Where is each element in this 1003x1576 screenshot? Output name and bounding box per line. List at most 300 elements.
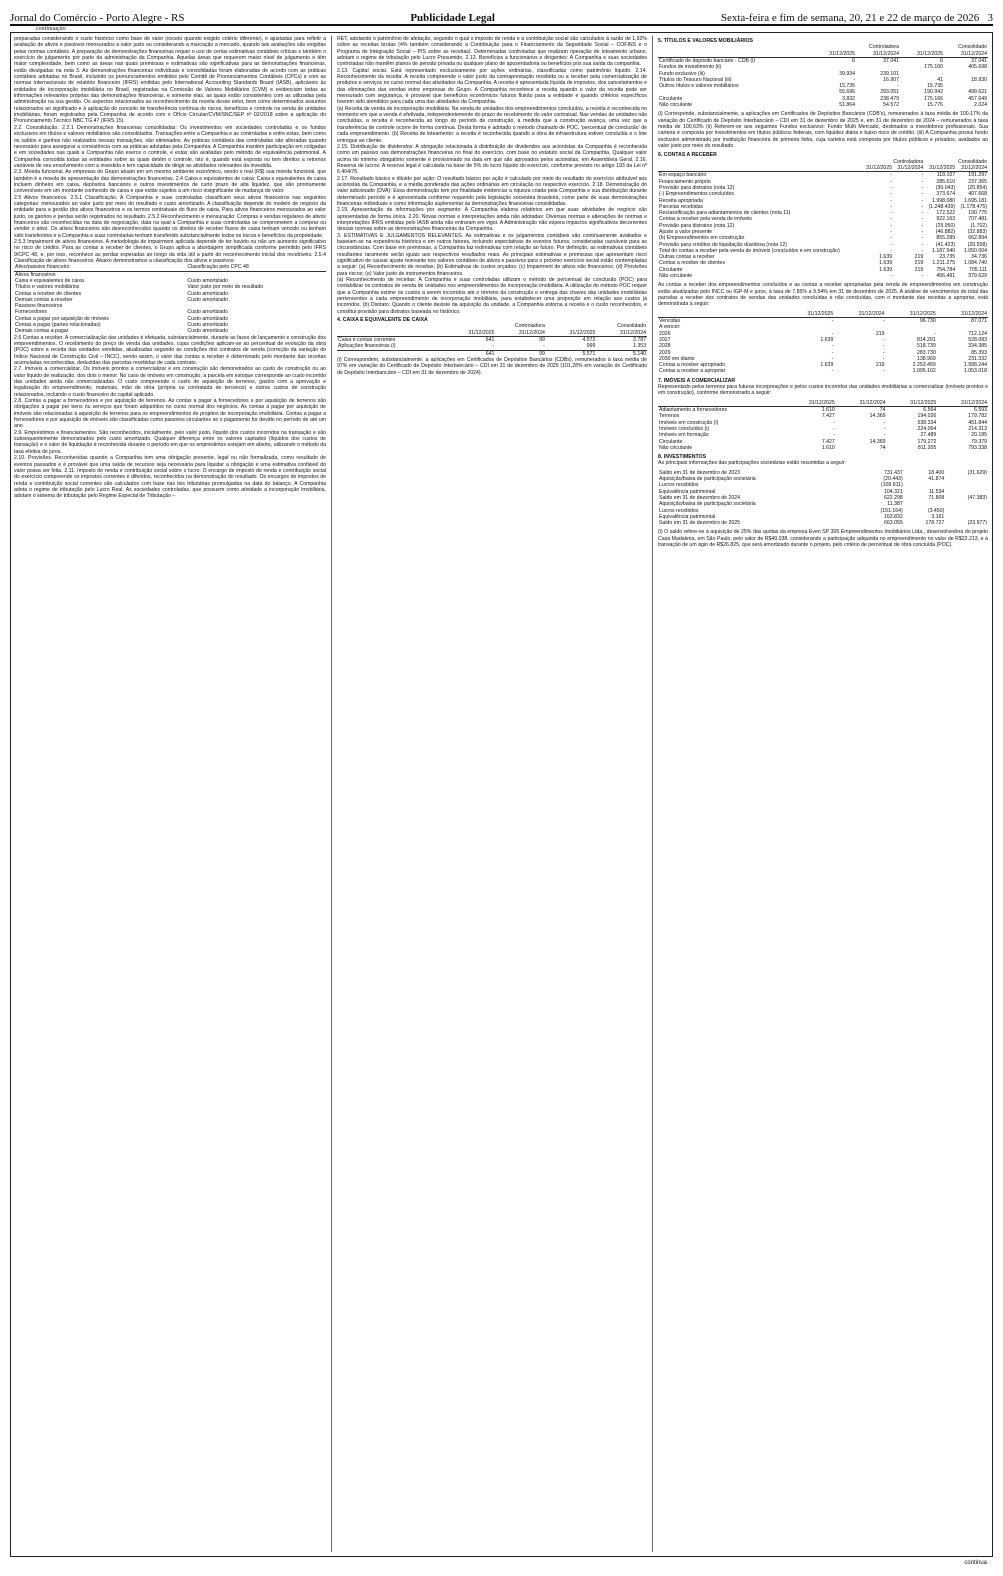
- column-header: 31/12/2025: [812, 51, 856, 58]
- cell: 999: [586, 343, 596, 350]
- issue-date: [721, 12, 993, 24]
- cell: 1.211.275: [932, 260, 956, 267]
- column-header: 31/12/2024: [836, 400, 887, 407]
- cell: 231.332: [968, 355, 987, 362]
- paragraph: 2.7. Imóveis a comercializar. Os imóveis prontos a comercializar e em construção são demonstrados ao custo de construção ou ao valor líquido de realização, dos dois o menor. No caso de imóveis em construção, a parcela em estoque corresponde ao custo incorrido das unidades ainda não comercializadas. O custo compreende o custo de aquisição de terrenos, gastos com a aprovação e legalização do empreendimento, materiais, mão de obra (própria ou contratada de terceiros) e outros custos de construção relacionados, incluindo o custo financeiro do capital aplicado.: [14, 366, 326, 398]
- table-row: [658, 520, 988, 526]
- cell: Circulante: [659, 95, 683, 102]
- cell: -: [882, 349, 885, 356]
- cell: Financiamento próprio: [659, 178, 711, 185]
- cell: Provisão para distratos (nota 12): [659, 222, 735, 229]
- cell: 99: [539, 337, 545, 344]
- cell: Receita apropriada: [659, 197, 703, 204]
- cell: 518.739: [916, 343, 936, 350]
- paragraph: (i) Corresponde, substancialmente, a aplicações em Certificados de Depósitos Bancários (CDB's), remunerados à taxa média de 100,17% da variação do Certificado de Depósito Interbancário – CDI em 31 de dezembro de 2025 e, em 31 de dezembro de 2024 – remunerados à taxa média de 100,63% (ii) Referem-se aos seguintes Fundos exclusivos: Fundo Multi Mercado, destinados a investidores profissionais. Sua carteira é composta por investimentos em títulos públicos federais, com liquidez diária e baixo risco de crédito. (iii) A Companhia possui fundo exclusivo administrado por instituição financeira de primeira linha, cuja carteira está composta por títulos públicos e privados, avaliados ao valor justo por meio do resultado.: [658, 111, 988, 150]
- paragraph: 3. ESTIMATIVAS E JULGAMENTOS RELEVANTES. As estimativas e os julgamentos contábeis são continuamente avaliados e baseiam-se na experiência histórica e em outros fatores, incluindo expectativas de eventos futuros, consideradas razoáveis para as circunstâncias. Com base em premissas, a Companhia faz estimativas com relação ao futuro. Por definição, as estimativas contábeis resultantes raramente serão iguais aos respectivos resultados reais. As principais estimativas e premissas que apresentam risco significativo de causar ajuste relevante nos valores contábeis de ativos e passivos para o próximo exercício social estão contempladas a seguir: (a) Reconhecimento de receitas; (b) Estimativas de custos orçados; (c) Impairment de ativos não financeiros; (d) Provisões para riscos; (e) Valor justo de instrumentos financeiros.: [337, 232, 647, 277]
- cell: 85.393: [971, 349, 987, 356]
- cell: 1.639: [820, 336, 834, 343]
- cell: -: [882, 343, 885, 350]
- cell: (1.178.475): [960, 203, 987, 210]
- cell: 219: [914, 254, 924, 261]
- cell: 37.041: [971, 57, 987, 64]
- cell: Contas a receber pela venda de imóveis: [659, 216, 752, 223]
- cell: Caixa e contas correntes: [338, 337, 396, 344]
- cell: (151.164): [880, 507, 903, 514]
- table-row: [658, 172, 988, 179]
- cell: 219: [875, 330, 885, 337]
- cell: 11.534: [928, 488, 945, 495]
- cell: [337, 350, 445, 357]
- page-number: 3: [987, 12, 993, 24]
- column-header: 31/12/2025: [785, 400, 836, 407]
- cell: 54.572: [883, 102, 900, 109]
- cell: (b) Empreendimentos em construção: [659, 235, 745, 242]
- cell: (29.950): [935, 222, 956, 229]
- cell: 163.832: [883, 513, 903, 520]
- cell: 4.572: [582, 337, 596, 344]
- cell: -: [921, 197, 924, 204]
- cell: -: [921, 241, 924, 248]
- cell: -: [921, 247, 924, 254]
- section-heading: 6. CONTAS A RECEBER: [658, 152, 717, 159]
- cell: Vencidas: [659, 318, 681, 325]
- cell: 1.998.080: [932, 197, 956, 204]
- cell: 2029: [659, 349, 671, 356]
- cell: (108.811): [880, 482, 903, 489]
- cell: Contas a receber a apropriar: [659, 368, 726, 375]
- cell: Passivos financeiros: [15, 303, 63, 310]
- cell: Ativos financeiros: [15, 271, 56, 278]
- cell: 5.571: [546, 350, 597, 357]
- cell: (1.248.439): [928, 203, 956, 210]
- cell: 456.491: [936, 273, 956, 280]
- cell: -: [921, 235, 924, 242]
- cell: 18.400: [928, 469, 945, 476]
- cell: Total do contas a receber pela venda de imóveis (concluídos e em construção): [659, 247, 840, 254]
- cell: -: [890, 210, 893, 217]
- column-header: 31/12/2024: [937, 400, 988, 407]
- cell: Provisão para distratos (nota 12): [659, 184, 735, 191]
- cell: 175.166: [924, 95, 943, 102]
- cell: -: [833, 432, 835, 439]
- cell: Outros títulos e valores mobiliários: [659, 83, 739, 90]
- cell: 55.696: [839, 89, 856, 96]
- column-1: [14, 36, 326, 1552]
- paragraph: 2.5 Ativos financeiros. 2.5.1 Classificação. A Companhia e suas controladas classificam seus ativos financeiros nas seguintes categorias: mensurados ao valor justo por meio do resultado e custo amortizado. A classificação depende do modelo de negócio da entidade para a gestão dos ativos financeiros e os termos contratuais do fluxo de caixa. Para ativos financeiros mensurados ao valor justo, os ganhos e perdas serão registrados no resultado. 2.5.2 Reconhecimento e mensuração: Compras e vendas regulares de ativos financeiros são reconhecidas na data de negociação, data na qual a Companhia e suas controladas se comprometem a comprar ou vender o ativo. Os ativos financeiros são desreconhecidos quando os direitos de receber fluxos de caixa tenham vencido ou tenham sido transferidos e a Companhia e suas controladas tenham transferido substancialmente todos os riscos e benefícios da propriedade.: [14, 194, 326, 239]
- paragraph: 2.6 Contas a receber. A comercialização das unidades é efetuada, substancialmente, durante as fases de lançamento e construção dos empreendimentos. O recebimento do preço de venda das unidades, cujas condições aplicam-se ao percentual de evolução da obra (POC) sobre a receita das unidades vendidas, atualizadas segundo as condições dos contratos de venda (correção da variação do Índice Nacional de Construção Civil – INCC), sendo assim, o valor das contas a receber é determinado pelo montante das receitas acumuladas reconhecidas, deduzidas das parcelas recebidas de cada contrato.: [14, 334, 326, 367]
- cell: 293.051: [880, 89, 900, 96]
- maturity-table: [658, 311, 988, 375]
- group-header: Controladora: [514, 323, 545, 330]
- cell: Demais contas a pagar: [15, 328, 69, 335]
- cell: 1.639: [879, 266, 893, 273]
- cell: Saldo em 31 de dezembro de 2025: [659, 520, 741, 527]
- inventory-table: [658, 400, 988, 451]
- cell: 99: [495, 350, 546, 357]
- cell: Custo amortizado: [187, 315, 229, 322]
- section-heading: 8. INVESTIMENTOS: [658, 454, 707, 461]
- cell: 754.784: [936, 266, 956, 273]
- cell: -: [921, 184, 924, 191]
- cell: (-) Empreendimentos concluídos: [659, 191, 734, 198]
- cell: 3.832: [842, 95, 856, 102]
- cell: 219: [914, 260, 924, 267]
- cell: 14.369: [869, 438, 886, 445]
- cell: 1.695.181: [963, 197, 987, 204]
- cell: Fundos de investimento (ii): [659, 64, 722, 71]
- cell: 3.161: [931, 513, 945, 520]
- cell: 2026: [659, 330, 671, 337]
- cell: -: [890, 197, 893, 204]
- cell: -: [890, 235, 893, 242]
- cell: (32.883): [967, 228, 987, 235]
- cell: Provisão para créditos de liquidação duvidosa (nota 12): [659, 241, 788, 248]
- cell: Adiantamento a fornecedores: [659, 407, 728, 414]
- column-header: 31/12/2024: [596, 330, 647, 337]
- cell: 194.026: [917, 413, 937, 420]
- cell: -: [833, 419, 835, 426]
- cell: -: [831, 330, 834, 337]
- cell: 138.969: [916, 355, 936, 362]
- cell: Fornecedores: [15, 309, 48, 316]
- table-body: [658, 57, 988, 108]
- cell: -: [831, 368, 834, 375]
- cell: -: [921, 172, 924, 179]
- cell: 793.338: [968, 444, 987, 451]
- cell: 39.934: [839, 70, 856, 77]
- cell: 2030 em diante: [659, 355, 695, 362]
- cell: 7.427: [821, 438, 835, 445]
- cell: -: [921, 210, 924, 217]
- cell: 237.365: [968, 178, 987, 185]
- continuation-tag: continuação: [36, 26, 66, 32]
- cell: 239.101: [880, 70, 900, 77]
- cell: Saldo em 31 de dezembro de 2023: [659, 469, 741, 476]
- cell: Terrenos: [659, 413, 680, 420]
- cell: 14.369: [869, 413, 886, 420]
- cell: -: [890, 203, 893, 210]
- cell: 622.298: [883, 494, 903, 501]
- cell: 79.379: [971, 438, 987, 445]
- table-header: Ativo/passivo financeiro: [14, 264, 186, 271]
- cell: 41: [937, 76, 943, 83]
- cell: 707.481: [968, 216, 987, 223]
- cell: 2.024: [974, 102, 987, 109]
- cell: 87.071: [971, 318, 987, 325]
- receivables-table: [658, 159, 988, 280]
- cell: -: [882, 336, 885, 343]
- cell: 15.735: [839, 83, 856, 90]
- cell: 1.353: [633, 343, 646, 350]
- cell: 191.297: [968, 172, 987, 179]
- cell: Custo amortizado: [187, 277, 229, 284]
- cell: 15.735: [927, 83, 943, 90]
- cell: Imóveis em construção (i): [659, 419, 719, 426]
- column-header: 31/12/2025: [546, 330, 597, 337]
- table-row: [658, 57, 988, 64]
- paragraph: 2.10. Provisões. Reconhecidas quando a Companhia tem uma obrigação presente, legal ou não formalizada, como resultado de eventos passados e é provável que uma saída de recursos seja necessária para liquidar a obrigação e uma estimativa confiável do valor possa ser feita. 2.11. Imposto de renda e contribuição social sobre o lucro: O encargo de imposto de renda e contribuição social do exercício compreende os impostos correntes e diferidos, reconhecidos na demonstração do resultado. Os encargos de impostos de renda e contribuição social correntes são calculados com base nas leis tributárias promulgadas na data do balanço. A Companhia adota o regime de tributação pelo Lucro Real. As sociedades controladas, que possuem como atividade a incorporação imobiliária, adotam o sistema de tributação pelo Regime Especial de Tributação –: [14, 455, 326, 500]
- cell: 405.698: [968, 64, 987, 71]
- cell: Contas a receber apropriado: [659, 362, 726, 369]
- cell: 190.942: [924, 89, 943, 96]
- total-row: [337, 350, 647, 357]
- cell: 712.124: [968, 330, 987, 337]
- section-title: Publicidade Legal: [410, 12, 495, 24]
- column-2: [337, 36, 647, 1552]
- cell: 663.055: [883, 520, 903, 527]
- cell: -: [921, 178, 924, 185]
- column-header: 31/12/2025: [900, 51, 944, 58]
- column-header: 31/12/2024: [893, 165, 924, 172]
- cash-table: [337, 323, 647, 356]
- cell: Títulos e valores mobiliários: [15, 284, 80, 291]
- cell: 1.084.740: [963, 260, 987, 267]
- column-header: 31/12/2025: [886, 311, 937, 318]
- cell: -: [921, 222, 924, 229]
- column-header: 31/12/2025: [924, 165, 956, 172]
- cell: 334.385: [968, 343, 987, 350]
- cell: 118.107: [936, 172, 956, 179]
- newspaper-name: Jornal do Comércio - Porto Alegre - RS: [10, 12, 185, 24]
- cell: 41.874: [928, 476, 945, 483]
- cell: -: [890, 191, 893, 198]
- cell: Aquisição/baixa de participação societária: [659, 476, 756, 483]
- cell: (31.629): [967, 469, 987, 476]
- cell: 811.205: [917, 444, 937, 451]
- cell: -: [492, 343, 495, 350]
- cell: 175.160: [924, 64, 943, 71]
- cell: -: [890, 184, 893, 191]
- paragraph: Representado pelos terrenos para futuras incorporações e pelos custos incorridos das unidades imobiliárias a comercializar (imóveis prontos e em construção), conforme demonstrado a seguir:: [658, 384, 988, 397]
- cell: 7.427: [821, 413, 835, 420]
- table-row: [658, 407, 988, 414]
- cell: 3.787: [633, 337, 646, 344]
- cell: Valor justo por meio de resultado: [187, 284, 264, 291]
- cell: 6.564: [923, 407, 937, 414]
- cell: Outras contas a receber: [659, 254, 715, 261]
- cell: -: [831, 355, 834, 362]
- table-row: [658, 102, 988, 108]
- group-header: Consolidado: [958, 158, 987, 165]
- cell: -: [831, 343, 834, 350]
- cell: -: [853, 76, 856, 83]
- cell: 1.639: [820, 362, 834, 369]
- table-row: [337, 337, 647, 344]
- cell: 179.782: [968, 413, 987, 420]
- cell: 922.163: [936, 216, 956, 223]
- column-header: 31/12/2025: [862, 165, 893, 172]
- paragraph: 2.19. Apresentação de informações por segmento: A Companhia elabora relatórios em que suas atividades de negócio são apresentadas de forma única. 2.20. Novas normas e interpretações ainda não adotadas: Diversas normas e alterações de normas e interpretações IFRS emitidas pelo IASB ainda não entraram em vigor. A Administração não espera impactos significativos decorrentes dessas normas sobre as demonstrações financeiras da Companhia.: [337, 207, 647, 233]
- cell: -: [921, 273, 924, 280]
- column-divider: [652, 36, 653, 1552]
- paragraph: 2.15. Distribuição de dividendos: A obrigação relacionada à distribuição de dividendos aos acionistas da Companhia é reconhecida como um passivo nas demonstrações financeiras no final do exercício, com base no estatuto social da Companhia. Qualquer valor acima do mínimo obrigatório somente é provisionado na data em que são aprovados pelos acionistas, em Assembleia Geral. 2.16. Reserva de lucros: A reserva legal é calculada na base de 5% do lucro líquido do exercício, conforme previsto no artigo 193 da Lei nº 6.404/76.: [337, 143, 647, 176]
- cell: Reclassificação para adiantamentos de clientes (nota 11): [659, 210, 791, 217]
- group-header: Consolidado: [958, 44, 987, 51]
- cell: 11.387: [887, 501, 903, 508]
- classification-table: [14, 264, 326, 334]
- cell: 407.668: [968, 191, 987, 198]
- cell: -: [921, 203, 924, 210]
- paragraph: As contas a receber dos empreendimentos concluídos e as contas a receber apropriadas pela venda de empreendimentos em construção estão atualizadas pelo INCC ou IGP-M e juros, à taxa de 7,85% a 9,54% em 31 de dezembro de 2025. A análise de vencimentos do total das parcelas a receber dos contratos de vendas das unidades concluídas e não concluídas, com o montante das receitas a apropriar, está demonstrada a seguir:: [658, 282, 988, 308]
- paragraph: RET, adotando o patrimônio de afetação, segundo o qual o imposto de renda e a contribuição social são calculados à razão de 1,92% sobre as receitas brutas (4% também considerando a Contribuição para o Financiamento da Seguridade Social – COFINS e o Programa de Integração Social – PIS sobre as receitas). Determinadas controladas que realizam operação de loteamento urbano, adotam o regime de tributação pelo Lucro Presumido. 2.12. Benefícios a funcionários e dirigentes: A Companhia e suas sociedades controladas não mantêm planos de pensão privada ou qualquer plano de aposentadoria ou benefícios pós sua saída da companhia.: [337, 36, 647, 68]
- cell: -: [831, 318, 834, 325]
- cell: Imóveis concluídos (i): [659, 425, 710, 432]
- cell: 373.674: [936, 191, 956, 198]
- cell: Aquisição/baixa de participação societária: [659, 501, 756, 508]
- cell: (41.423): [935, 241, 956, 248]
- cell: Aplicações financeiras (i): [338, 343, 396, 350]
- cell: Ajuste a valor presente: [659, 228, 713, 235]
- cell: 178.727: [925, 520, 945, 527]
- cell: Custo amortizado: [187, 322, 229, 329]
- cell: 172.522: [936, 210, 956, 217]
- cell: 641: [485, 337, 495, 344]
- cell: -: [890, 216, 893, 223]
- column-header: 31/12/2025: [783, 311, 834, 318]
- cell: Lucros recebidos: [659, 507, 699, 514]
- cell: Certificado de depósito bancário - CDB (i): [659, 57, 756, 64]
- column-header: 31/12/2024: [856, 51, 900, 58]
- cell: -: [882, 355, 885, 362]
- cell: (20.558): [967, 241, 987, 248]
- cell: 1.053.018: [963, 368, 987, 375]
- cell: -: [934, 330, 936, 337]
- paragraph: As principais informações das participações societárias estão resumidas a seguir:: [658, 460, 846, 467]
- cell: -: [883, 425, 886, 432]
- cell: -: [890, 273, 893, 280]
- cell: Contas a receber de clientes: [15, 290, 82, 297]
- column-divider: [331, 36, 332, 1552]
- cell: -: [883, 432, 886, 439]
- cell: Contas a pagar (partes relacionadas): [15, 322, 101, 329]
- table-row: [658, 445, 988, 451]
- cell: Parcelas recebidas: [659, 203, 704, 210]
- cell: -: [890, 178, 893, 185]
- continues-label: continua: [964, 1560, 987, 1566]
- section-heading: 7. IMÓVEIS A COMERCIALIZAR: [658, 377, 736, 384]
- table-header: Classificação pelo CPC 48: [186, 264, 326, 271]
- cell: -: [833, 425, 835, 432]
- column-header: 31/12/2024: [956, 165, 988, 172]
- paragraph: preparadas considerando o custo histórico como base de valor (exceto quando exigido critério diferente), e ajustadas para refletir a avaliação de ativos e passivos mensurados a valor justo ou considerando a marcação a mercado, quando tais avaliações são exigidas pelas normas contábeis. A preparação de demonstrações financeiras requer o uso de certas estimativas contábeis críticas e também o exercício de julgamento por parte da administração da Companhia. Aquelas áreas que requerem maior nível de julgamento e têm maior complexidade, bem como as áreas nas quais premissas e estimativas são significativas para as demonstrações financeiras, estão divulgadas na nota 3. As demonstrações financeiras individuais e consolidadas foram elaboradas de acordo com as práticas contábeis adotadas no Brasil, incluindo os pronunciamentos emitidos pelo Comitê de Pronunciamentos Contábeis (CPCs) e com as normas internacionais de relatório financeiro (IFRS) emitidas pelo International Accounting Standards Board (IASB), aplicáveis às entidades de incorporação imobiliária no Brasil, registradas na Comissão de Valores Mobiliários (CVM) e evidenciam todas as informações relevantes próprias das demonstrações financeiras, e somente elas, as quais estão consistentes com as utilizadas pela administração na sua gestão. Os aspectos relacionados ao reconhecimento da receita desse setor, bem como determinados assuntos relacionados ao significado e à aplicação do conceito de transferência contínua de riscos, benefícios e controle na venda de unidades imobiliárias, foram registrados pela Companhia de acordo com o Ofício Circular/CVM/SNC/SEP nº 02/2018 sobre a aplicação do Pronunciamento Técnico NBC TG 47 (IFRS 15).: [14, 36, 326, 125]
- paragraph: 2.17. Resultado básico e diluído por ação: O resultado básico por ação é calculado por meio do resultado do exercício atribuível aos acionistas da Companhia, e a média ponderada das ações ordinárias em circulação no respectivo exercício. 2.18. Demonstração do valor adicionado (DVA): Essa demonstração tem por finalidade evidenciar a riqueza criada pela Companhia e sua distribuição durante determinado período e é apresentada conforme requerido pela legislação societária brasileira, como parte de suas demonstrações financeiras individuais e como informação suplementar às demonstrações financeiras consolidadas.: [337, 175, 647, 207]
- cell: 538.334: [917, 419, 937, 426]
- group-header: Controladora: [893, 158, 924, 165]
- cell: -: [890, 228, 893, 235]
- cell: 855.289: [936, 235, 956, 242]
- cell: 1.998.244: [963, 362, 987, 369]
- cell: 641: [445, 350, 496, 357]
- paragraph: (i) O saldo refere-se à aquisição de 25% das quotas da empresa Even SP 305 Empreendimentos Imobiliários Ltda., desenvolvedora do projeto Casa Madalena, em São Paulo, pelo valor de R$49.038, considerando a participação adquirida no empreendimento no valor de R$22.213, e à transação de um ágio de R$26.825, que será amortizado durante o projeto, pelo critério de percentual de obra concluída (POC).: [658, 529, 988, 549]
- cell: -: [941, 70, 943, 77]
- cell: Custo amortizado: [187, 309, 229, 316]
- cell: 1.187.540: [932, 247, 956, 254]
- cell: (47.383): [967, 494, 987, 501]
- paragraph: 2.13. Capital social. Está representado exclusivamente por ações ordinárias, classificadas como patrimônio líquido. 2.14. Reconhecimento da receita: A receita compreende o valor justo da contraprestação recebida ou a receber pela comercialização de produtos e serviços no curso normal das atividades da Companhia. A receita é apresentada líquida de impostos, dos cancelamentos e das eliminações das vendas entre empresas do Grupo. A Companhia reconhece a receita quando o valor da receita pode ser mensurado com segurança, é provável que benefícios econômicos futuros fluirão para a entidade e quando critérios específicos tiverem sido atendidos para cada uma das atividades da Companhia.: [337, 67, 647, 106]
- cell: Títulos do Tesouro Nacional (iii): [659, 76, 732, 83]
- cell: Custo amortizado: [187, 328, 229, 335]
- cell: 2.253.459: [912, 362, 936, 369]
- cell: 71.808: [928, 494, 945, 501]
- group-header: Controladora: [869, 44, 900, 51]
- cell: 74: [879, 407, 886, 414]
- cell: 6.593: [974, 407, 987, 414]
- paragraph: 2.2. Consolidação. 2.2.1 Demonstrações financeiras consolidadas: Os investimentos em sociedades controladas e os fundos exclusivos em títulos e valores mobiliários são consolidados. Transações entre a Companhia e as controladas e entre estas, bem como os saldos e ganhos não realizados nessas transações, são eliminados. As práticas contábeis das controladas são alteradas quando necessário para assegurar a consistência com as práticas adotadas pela Companhia. A Companhia mantém participação em coligadas e em sociedades nas quais a Companhia não exerce o controle, e estas são avaliadas pelo método de equivalência patrimonial. A Companhia consolida todas as entidades sobre as quais detém o controle, isto é, quando está exposta ou tem direitos a retornos variáveis de seu envolvimento com a investida e tem capacidade de dirigir as atividades relevantes da investida.: [14, 124, 326, 169]
- paragraph: (a) Reconhecimento de receitas: A Companhia e suas controladas utilizam o método de percentual de conclusão (POC) para contabilizar os contratos de venda de unidades nos empreendimentos de incorporação imobiliária. A utilização do método POC requer que a Companhia estime os custos a serem incorridos até o término da construção e entrega das chaves das unidades imobiliárias pertencentes a cada empreendimento de incorporação imobiliária, para estabelecer uma proporção em relação aos custos já incorridos. (b) Distrato: Quando o cliente desiste da aquisição da unidade, a Companhia estorna a receita e o custo reconhecidos, e constitui provisão para distratos baseada no histórico.: [337, 277, 647, 315]
- cell: 705.111: [969, 266, 987, 273]
- cell: 16.907: [883, 76, 900, 83]
- cell: 285.610: [936, 178, 956, 185]
- cell: Custo amortizado: [187, 296, 229, 303]
- cell: Equivalência patrimonial: [659, 513, 716, 520]
- cell: Circulante: [659, 266, 683, 273]
- paragraph: (a) Receita de venda de incorporação imobiliária: Na venda de unidades dos empreendimentos concluídos, a receita é reconhecida no momento em que a venda é efetivada, independentemente do prazo de recebimento do valor contratual. Nas vendas de unidades não concluídas, a receita é reconhecida ao longo do período de construção, à medida que a construção avança, uma vez que a transferência de controle ocorre de forma contínua. Desta forma é adotado o método chamado de POC, 'percentual de conclusão' de cada empreendimento. (b) Receita de loteamento: a receita é reconhecida quando a obra de infraestrutura estiver concluída e o lote entregue ao cliente.: [337, 105, 647, 144]
- cell: 51.864: [839, 102, 856, 109]
- table-body: [658, 172, 988, 280]
- cell: 96.730: [919, 318, 936, 325]
- cell: 451.844: [968, 419, 987, 426]
- cell: (30.043): [935, 184, 956, 191]
- cell: 499.621: [968, 89, 987, 96]
- cell: Custo amortizado: [187, 290, 229, 297]
- column-header: 31/12/2024: [834, 311, 885, 318]
- cell: 34.736: [971, 254, 987, 261]
- cell: 379.629: [968, 273, 987, 280]
- cell: (23.977): [967, 520, 987, 527]
- cell: [186, 271, 326, 278]
- cell: (3.450): [927, 507, 945, 514]
- cell: -: [890, 241, 893, 248]
- cell: 23.735: [939, 254, 956, 261]
- cell: 238.479: [880, 95, 900, 102]
- cell: (46.882): [935, 228, 956, 235]
- cell: 2027: [659, 336, 671, 343]
- paragraph: 2.5.3 Impairment de ativos financeiros. A metodologia de impairment aplicada depende de ter havido ou não um aumento significativo no risco de crédito. Para as contas a receber de clientes, o Grupo aplica a abordagem simplificada conforme permitido pelo IFRS 9/CPC 48, e, por isso, reconhece as perdas esperadas ao longo da vida útil a partir do reconhecimento inicial dos recebíveis. 2.5.4 Classificação de ativos financeiros: Abaixo demonstramos a classificação dos ativos e passivos:: [14, 239, 326, 265]
- cell: 5.140: [596, 350, 647, 357]
- table-row: [14, 271, 326, 278]
- cell: Saldo em 31 de dezembro de 2024: [659, 494, 741, 501]
- cell: -: [921, 216, 924, 223]
- cell: 1.639: [879, 260, 893, 267]
- cell: Circulante: [659, 438, 683, 445]
- cell: Caixa e equivalentes de caixa: [15, 277, 84, 284]
- paragraph: 2.3. Moeda funcional. As empresas do Grupo atuam em um mesmo ambiente econômico, sendo o real (R$) sua moeda funcional, que também é a moeda de apresentação das demonstrações financeiras. 2.4 Caixa e equivalentes de caixa: Caixa e equivalentes de caixa incluem dinheiro em caixa, depósitos bancários e outros investimentos de curto prazo de alta liquidez, que são prontamente conversíveis em um montante conhecido de caixa e que estão sujeitos a um risco insignificante de mudança de valor.: [14, 169, 326, 195]
- cell: Não circulante: [659, 273, 693, 280]
- cell: 528.083: [968, 336, 987, 343]
- cell: 1.095.102: [912, 368, 936, 375]
- cell: 6: [940, 57, 943, 64]
- cell: 104.321: [883, 488, 903, 495]
- table-body: [658, 470, 988, 527]
- column-header: 31/12/2025: [887, 400, 938, 407]
- table-row: [658, 273, 988, 279]
- cell: Lucros recebidos: [659, 482, 699, 489]
- cell: Contas a pagar por aquisição de imóveis: [15, 315, 110, 322]
- section-heading: 5. TÍTULOS E VALORES MOBILIÁRIOS: [658, 38, 754, 44]
- group-header: Consolidado: [617, 323, 646, 330]
- cell: 27.489: [920, 432, 937, 439]
- cell: Imóveis em formação: [659, 432, 709, 439]
- investments-table: [658, 470, 988, 527]
- cell: (20.854): [967, 184, 987, 191]
- masthead: [10, 4, 993, 26]
- cell: Fundo exclusivo (iii): [659, 70, 705, 77]
- cell: Não circulante: [659, 102, 693, 109]
- cell: -: [831, 349, 834, 356]
- cell: -: [921, 191, 924, 198]
- cell: 224.064: [917, 425, 937, 432]
- cell: 18.930: [971, 76, 987, 83]
